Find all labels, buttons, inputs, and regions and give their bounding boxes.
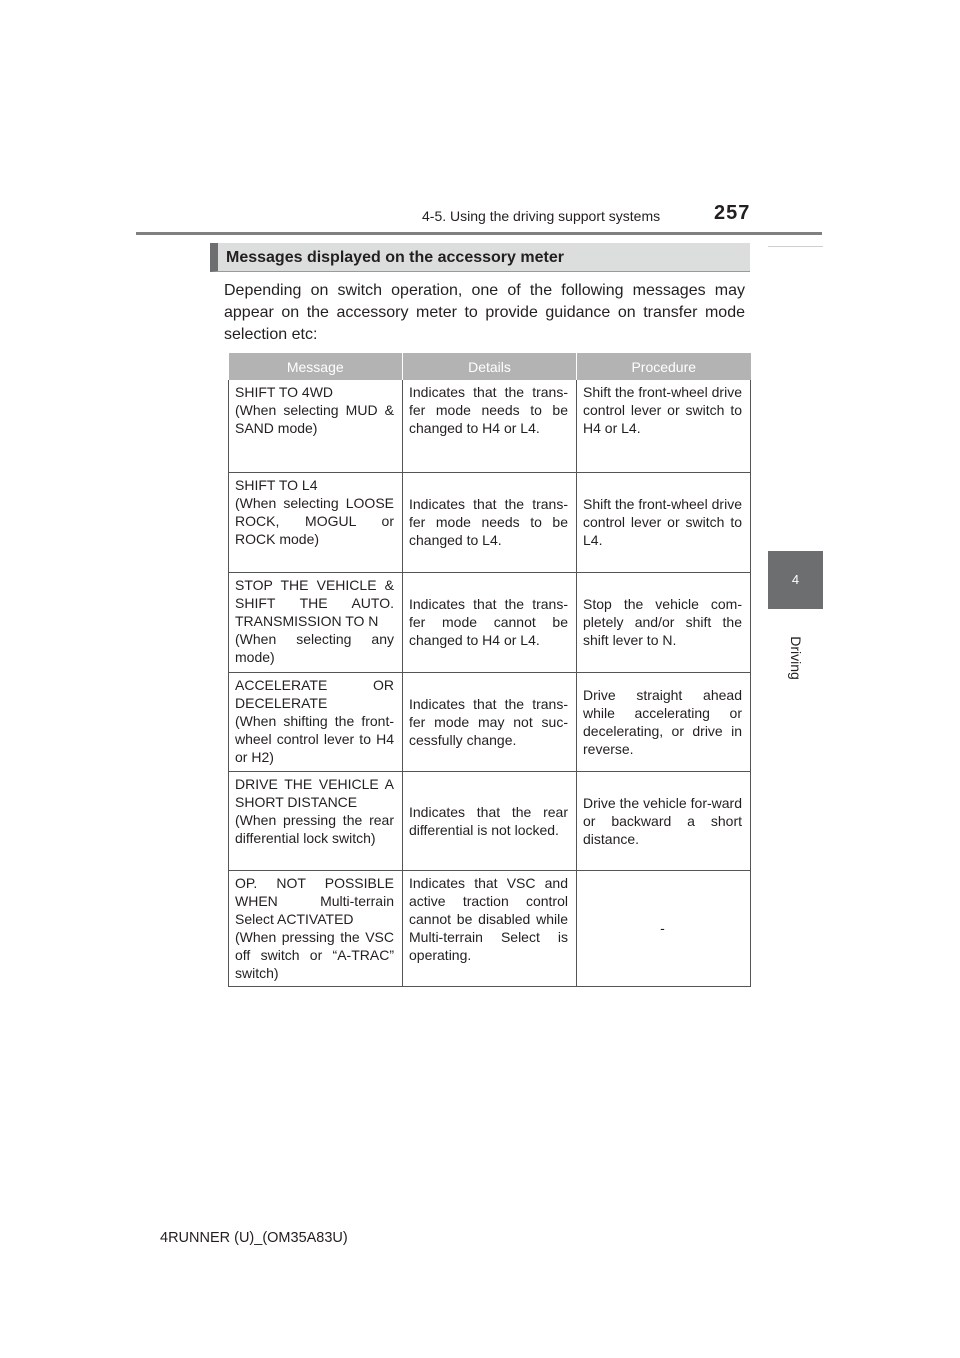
header-divider bbox=[136, 232, 822, 235]
section-heading: Messages displayed on the accessory meter bbox=[210, 243, 750, 272]
details-cell: Indicates that the rear differential is not locked. bbox=[403, 771, 577, 870]
message-cell bbox=[229, 472, 403, 572]
details-cell: Indicates that VSC and active traction control cannot be disabled while Multi-terrain Select is operating. bbox=[403, 870, 577, 986]
message-condition: (When shifting the front-wheel control lever to H4 or H2) bbox=[235, 712, 394, 765]
page-number: 257 bbox=[714, 202, 751, 224]
table-row bbox=[229, 870, 751, 986]
footer-model-code: 4RUNNER (U)_(OM35A83U) bbox=[160, 1230, 348, 1246]
details-cell: Indicates that the trans-fer mode needs to be changed to L4. bbox=[403, 472, 577, 572]
procedure-cell: Stop the vehicle com-pletely and/or shift the shift lever to N. bbox=[577, 572, 751, 672]
procedure-cell: Shift the front-wheel drive control lever or switch to H4 or L4. bbox=[577, 380, 751, 472]
procedure-cell: - bbox=[577, 870, 751, 986]
messages-table bbox=[228, 353, 751, 987]
intro-paragraph: Depending on switch operation, one of the following messages may appear on the accessory meter to provide guidance on transfer mode selection etc: bbox=[224, 282, 745, 343]
details-cell: Indicates that the trans-fer mode cannot be changed to H4 or L4. bbox=[403, 572, 577, 672]
table-row bbox=[229, 472, 751, 572]
message-text: SHIFT TO L4 bbox=[235, 476, 318, 493]
column-header-message: Message bbox=[229, 353, 403, 380]
table-header-row bbox=[229, 353, 751, 380]
column-header-procedure: Procedure bbox=[577, 353, 751, 380]
message-cell bbox=[229, 870, 403, 986]
details-cell: Indicates that the trans-fer mode needs to be changed to H4 or L4. bbox=[403, 380, 577, 472]
column-header-details: Details bbox=[403, 353, 577, 380]
header-section-title: 4-5. Using the driving support systems bbox=[422, 208, 661, 224]
message-condition: (When selecting LOOSE ROCK, MOGUL or ROCK mode) bbox=[235, 494, 394, 547]
table-row bbox=[229, 572, 751, 672]
message-condition: (When selecting MUD & SAND mode) bbox=[235, 402, 394, 436]
message-condition: (When pressing the VSC off switch or “A-TRAC” switch) bbox=[235, 928, 394, 981]
message-cell bbox=[229, 380, 403, 472]
message-text: SHIFT TO 4WD bbox=[235, 384, 334, 400]
message-text: DRIVE THE VEHICLE A SHORT DISTANCE bbox=[235, 775, 394, 810]
table-row bbox=[229, 771, 751, 870]
message-cell bbox=[229, 572, 403, 672]
message-text: ACCELERATE OR DECELERATE bbox=[235, 676, 394, 711]
message-cell bbox=[229, 672, 403, 771]
table-row bbox=[229, 672, 751, 771]
message-cell bbox=[229, 771, 403, 870]
message-condition: (When pressing the rear differential lock switch) bbox=[235, 811, 394, 846]
table-row bbox=[229, 380, 751, 472]
procedure-cell: Shift the front-wheel drive control lever or switch to L4. bbox=[577, 472, 751, 572]
chapter-label-box bbox=[771, 628, 820, 688]
side-tab-rule bbox=[768, 246, 823, 247]
message-text: STOP THE VEHICLE & SHIFT THE AUTO. TRANSMISSION TO N bbox=[235, 576, 394, 629]
details-cell: Indicates that the trans-fer mode may not suc-cessfully change. bbox=[403, 672, 577, 771]
chapter-number: 4 bbox=[791, 572, 800, 587]
chapter-label: Driving bbox=[787, 636, 804, 680]
procedure-cell: Drive straight ahead while accelerating or decelerating, or drive in reverse. bbox=[577, 672, 751, 771]
message-text: OP. NOT POSSIBLE WHEN Multi-terrain Select ACTIVATED bbox=[235, 874, 394, 927]
message-condition: (When selecting any mode) bbox=[235, 630, 394, 665]
procedure-cell: Drive the vehicle for-ward or backward a short distance. bbox=[577, 771, 751, 870]
